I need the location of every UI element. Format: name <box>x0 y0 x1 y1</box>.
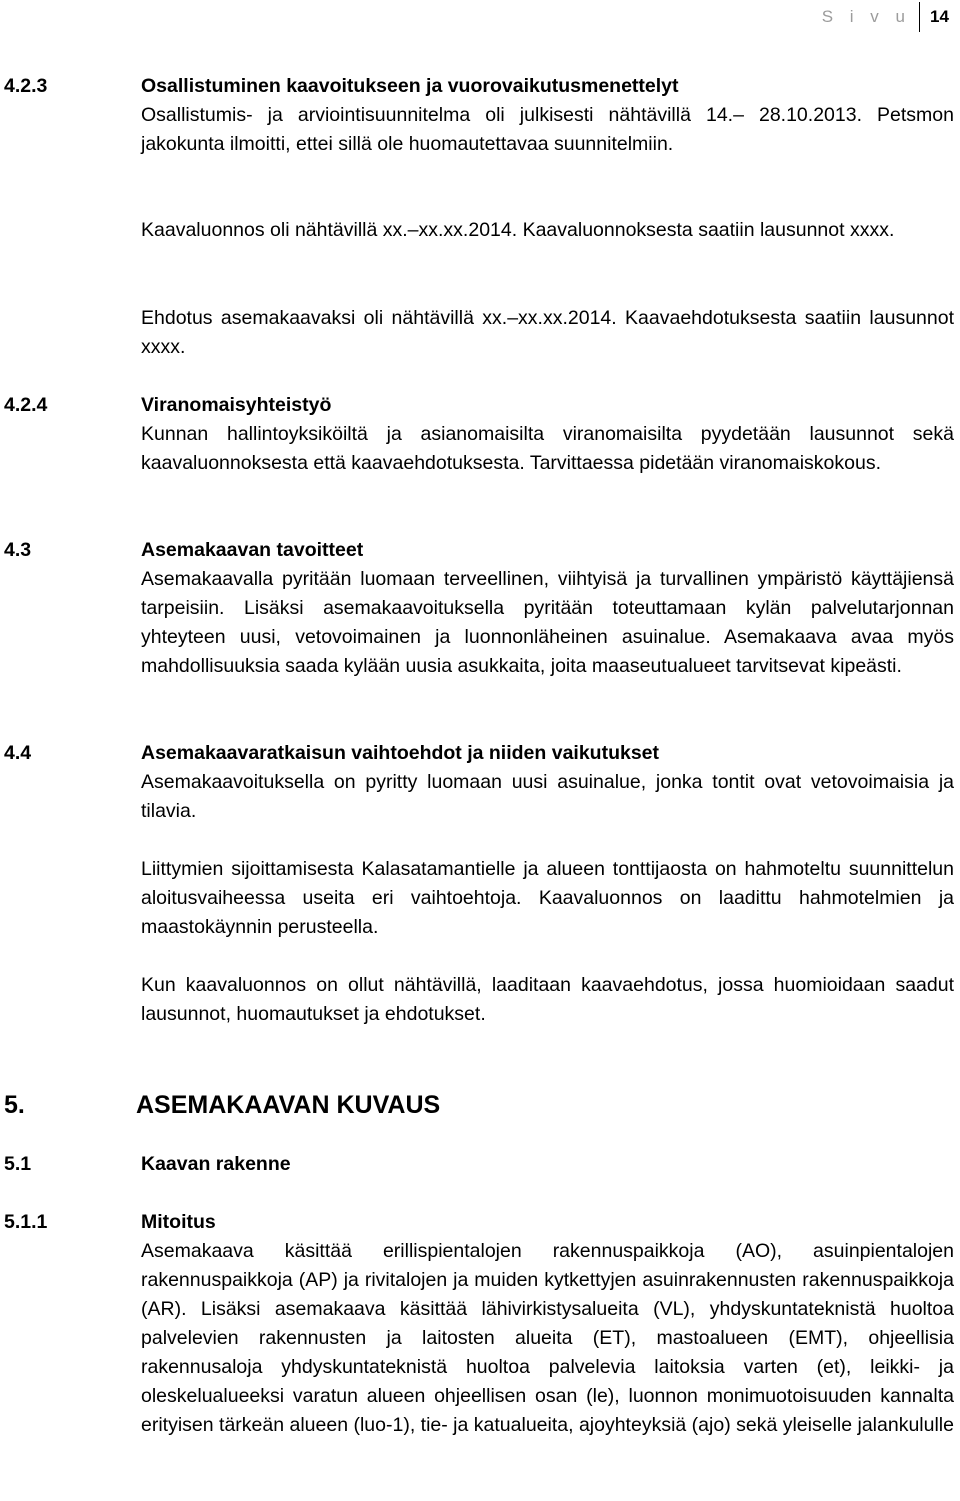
paragraph: Asemakaavoituksella on pyritty luomaan uusi asuinalue, jonka tontit ovat vetovoimaisia ja tilavia. <box>141 771 954 822</box>
section-heading: Mitoitus <box>141 1211 216 1233</box>
paragraph: Asemakaava käsittää erillispientalojen rakennuspaikkoja (AO), asuinpientalojen rakennuspaikkoja (AP) ja rivitalojen ja muiden kytkettyjen asuinrakennusten rakennuspaikkoja (AR). Lisäksi asemakaava käsittää lähivirkistysalueita (VL), yhdyskuntateknistä huoltoa palvelevien rakennusten ja laitosten alueita (ET), mastoalueen (EMT), ohjeellisia rakennusaloja yhdyskuntateknistä huoltoa palvelevia laitoksia varten (et), leikki- ja oleskelualueeksi varatun alueen ohjeellisen osan (le), luonnon monimuotoisuuden kannalta erityisen tärkeän alueen (luo-1), tie- ja katualueita, ajoyhteyksiä (ajo) sekä yleiselle jalankululle <box>141 1240 954 1436</box>
section-heading: Asemakaavaratkaisun vaihtoehdot ja niiden vaikutukset <box>141 742 660 764</box>
chapter-heading: ASEMAKAAVAN KUVAUS <box>136 1091 441 1119</box>
paragraph: Kun kaavaluonnos on ollut nähtävillä, laaditaan kaavaehdotus, jossa huomioidaan saadut lausunnot, huomautukset ja ehdotukset. <box>141 974 954 1025</box>
section-number: 4.3 <box>4 539 32 561</box>
paragraph: Kaavaluonnos oli nähtävillä xx.–xx.xx.2014. Kaavaluonnoksesta saatiin lausunnot xxxx. <box>141 219 895 241</box>
header-divider <box>919 2 920 32</box>
paragraph: Kunnan hallintoyksiköiltä ja asianomaisilta viranomaisilta pyydetään lausunnot sekä kaavaluonnoksesta että kaavaehdotuksesta. Tarvittaessa pidetään viranomaiskokous. <box>141 423 954 474</box>
page-header <box>822 0 960 34</box>
chapter-number: 5. <box>4 1091 25 1119</box>
section-heading: Osallistuminen kaavoitukseen ja vuorovaikutusmenettelyt <box>141 75 679 97</box>
section-number: 4.4 <box>4 742 32 764</box>
section-number: 4.2.3 <box>4 75 48 97</box>
section-number: 5.1 <box>4 1153 32 1175</box>
section-number: 4.2.4 <box>4 394 48 416</box>
section-heading: Asemakaavan tavoitteet <box>141 539 364 561</box>
page-label: S i v u <box>821 7 911 26</box>
paragraph: Asemakaavalla pyritään luomaan terveellinen, viihtyisä ja turvallinen ympäristö käyttäjiensä tarpeisiin. Lisäksi asemakaavoituksella pyritään toteuttamaan kylän palvelutarjonnan yhteyteen uusi, vetovoimainen ja luonnonläheinen asuinalue. Asemakaava avaa myös mahdollisuuksia saada kylään uusia asukkaita, joita maaseutualueet tarvitsevat kipeästi. <box>141 568 954 677</box>
section-number: 5.1.1 <box>4 1211 48 1233</box>
paragraph: Liittymien sijoittamisesta Kalasatamantielle ja alueen tonttijaosta on hahmoteltu suunnittelun aloitusvaiheessa useita eri vaihtoehtoja. Kaavaluonnos on laadittu hahmotelmien ja maastokäynnin perusteella. <box>141 858 954 938</box>
paragraph: Ehdotus asemakaavaksi oli nähtävillä xx.–xx.xx.2014. Kaavaehdotuksesta saatiin lausunnot xxxx. <box>141 307 954 358</box>
section-heading: Kaavan rakenne <box>141 1153 291 1175</box>
section-heading: Viranomaisyhteistyö <box>141 394 332 416</box>
paragraph: Osallistumis- ja arviointisuunnitelma oli julkisesti nähtävillä 14.– 28.10.2013. Petsmon jakokunta ilmoitti, ettei sillä ole huomautettavaa suunnitelmiin. <box>141 104 954 155</box>
page-number: 14 <box>930 7 949 26</box>
